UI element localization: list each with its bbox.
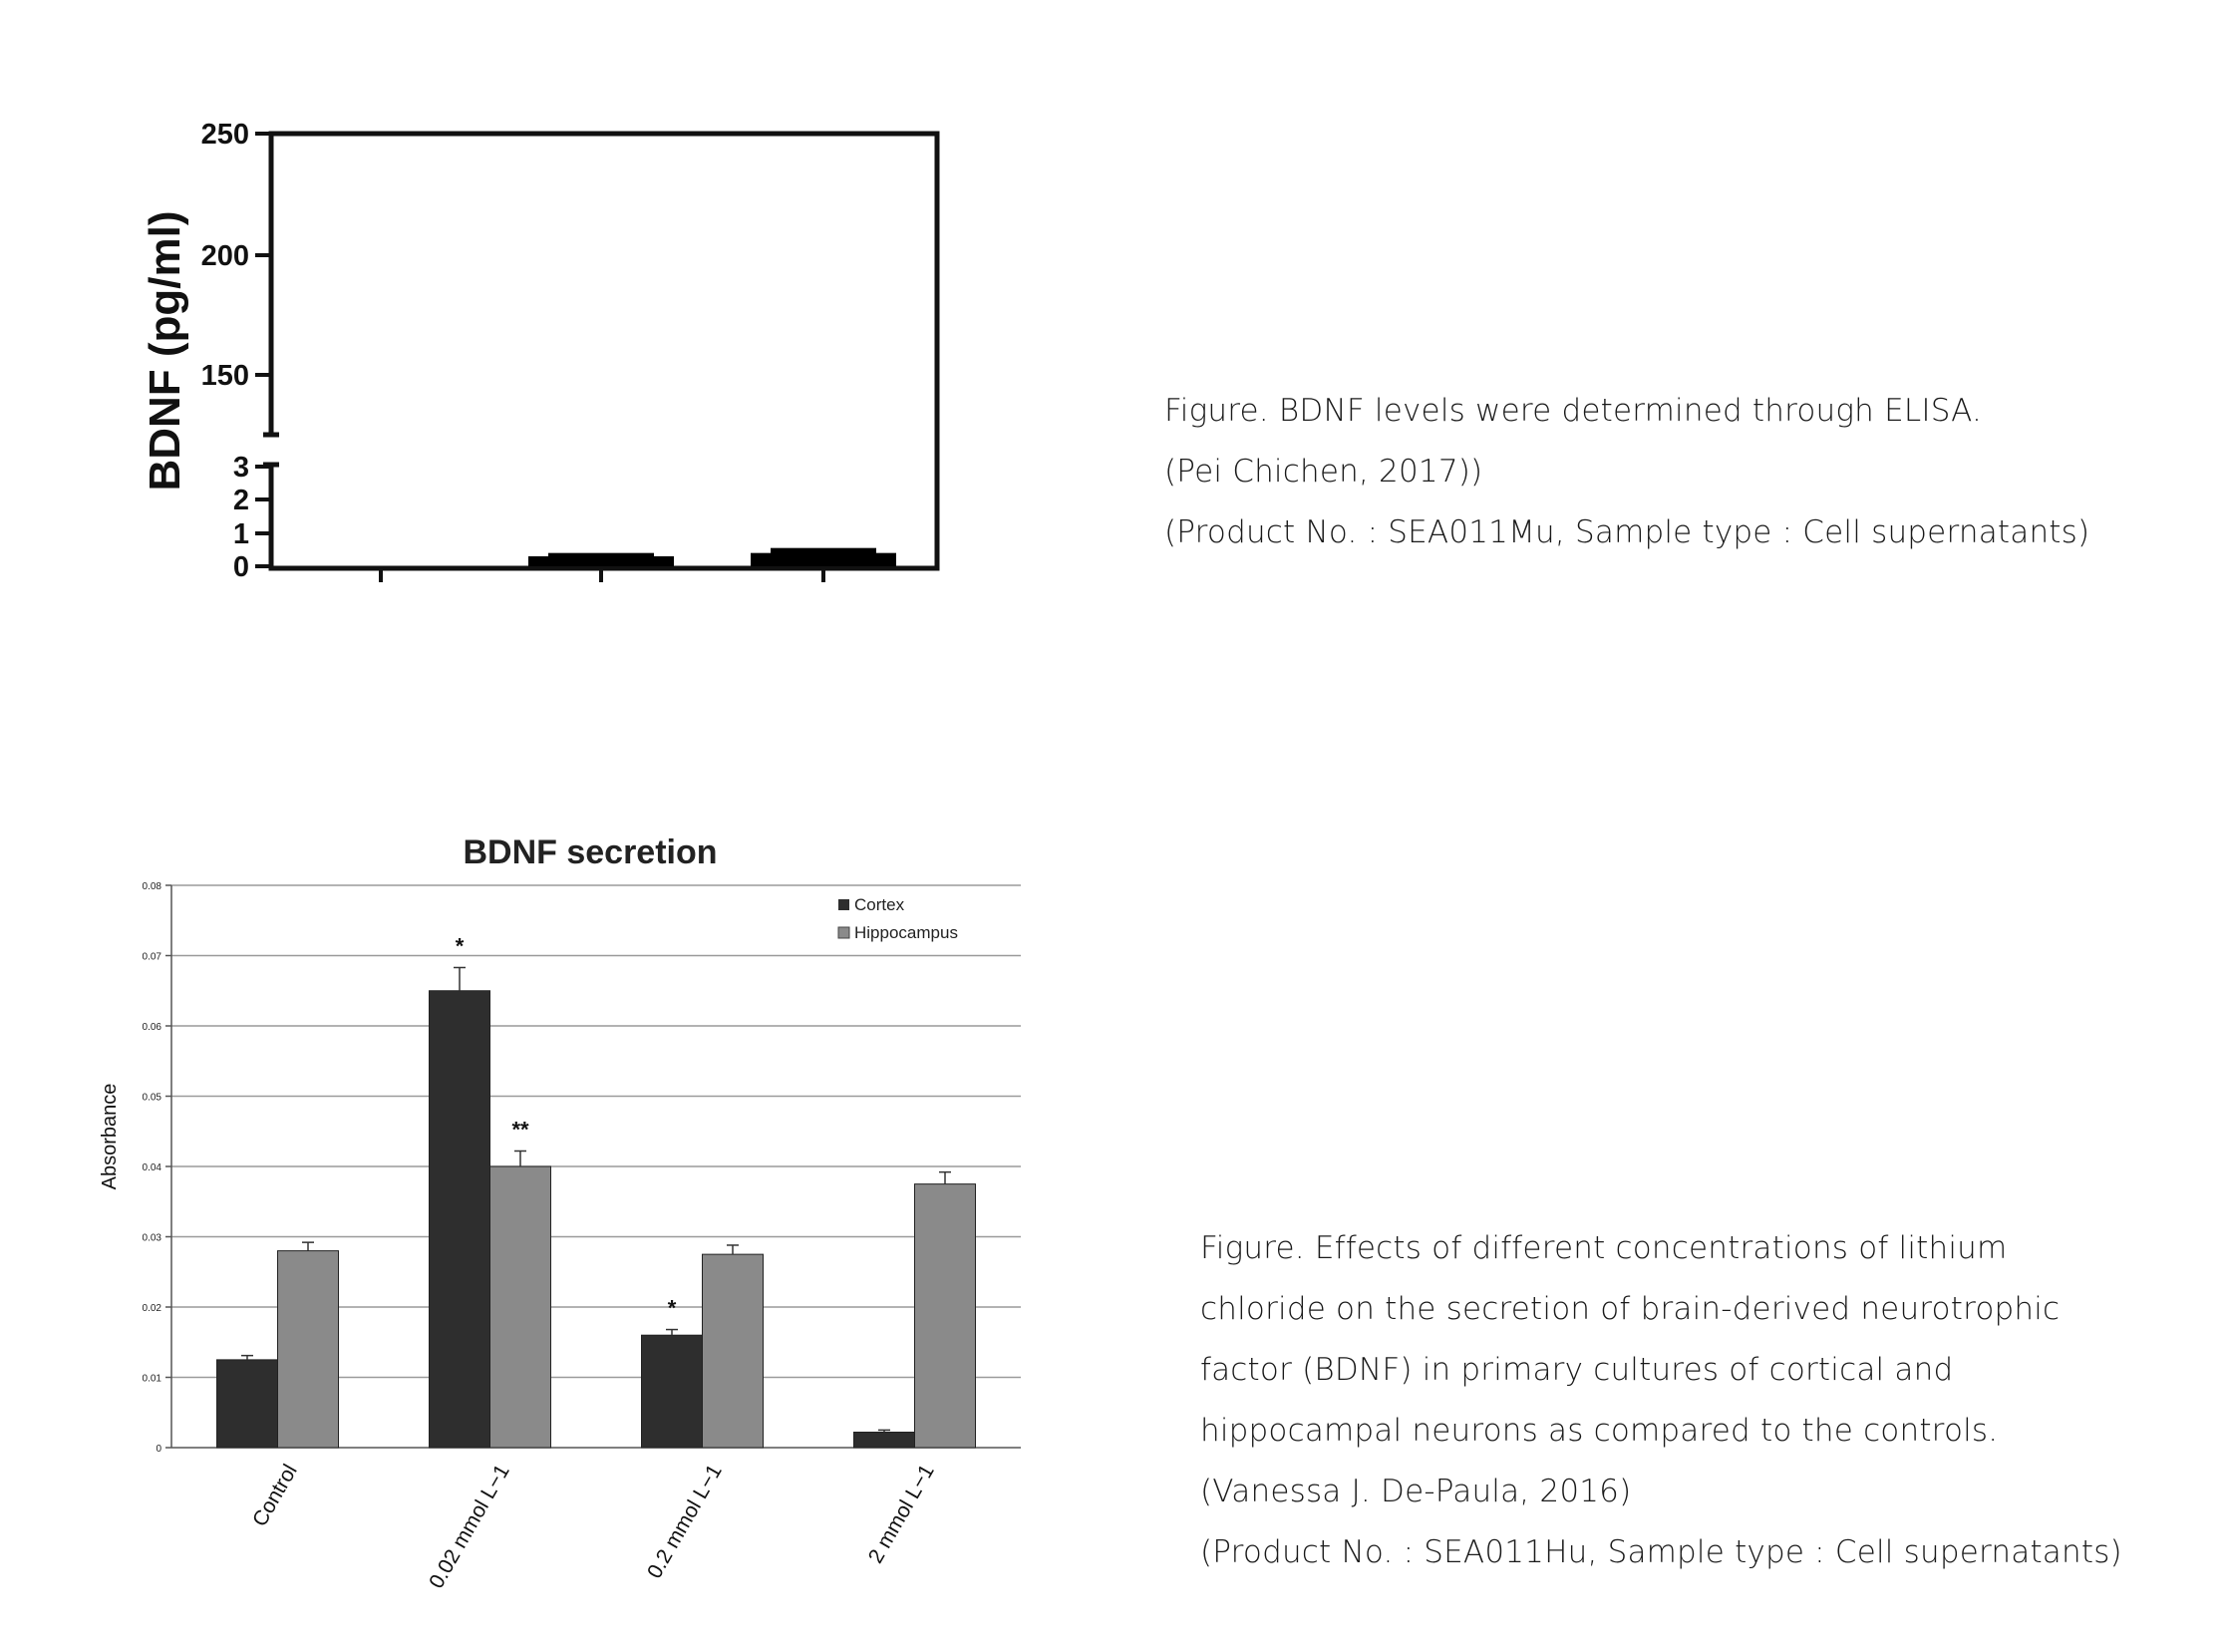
top-tick-150: 150 [200,360,249,392]
bottom-figure [0,798,1097,1648]
top-tick-3: 3 [232,452,249,484]
xtick-label-4: 2 mmol L−1 [863,1461,939,1568]
bottom-caption [1200,1218,2122,1583]
bar-hippocampus-2 [490,1166,551,1448]
significance-hippocampus-2: ** [511,1117,529,1143]
legend-label-hippocampus: Hippocampus [854,923,958,942]
ytick-label-6: 0.06 [142,1022,161,1033]
xtick-label-1: Control [248,1461,302,1531]
bar-cortex-4 [854,1432,915,1448]
top-caption-line-3: (Product No. : SEA011Mu, Sample type : Cell supernatants) [1164,514,2090,550]
bottom-caption-line-3: factor (BDNF) in primary cultures of cortical and [1200,1352,1954,1388]
bottom-bars [217,933,976,1448]
bottom-y-ticks [143,881,171,1455]
bottom-caption-line-5: (Vanessa J. De-Paula, 2016) [1200,1474,1632,1509]
bottom-caption-line-1: Figure. Effects of different concentrations of lithium [1200,1230,2008,1266]
bar-hippocampus-4 [915,1184,976,1448]
top-tick-250: 250 [200,119,249,151]
ytick-label-2: 0.02 [142,1303,161,1314]
top-tick-200: 200 [200,240,249,272]
top-figure [0,0,1097,618]
ytick-label-0: 0 [156,1444,161,1455]
top-upper-ticks [201,119,271,392]
ytick-label-7: 0.07 [142,951,161,963]
xtick-label-3: 0.2 mmol L−1 [642,1461,727,1583]
bar-cortex-1 [217,1360,278,1448]
significance-cortex-2: * [455,933,465,959]
top-caption-line-2: (Pei Chichen, 2017)) [1164,454,1483,490]
top-caption [1164,381,2089,563]
top-plot-frame [271,134,937,568]
bottom-caption-line-4: hippocampal neurons as compared to the controls. [1200,1413,1999,1449]
top-tick-2: 2 [232,485,249,516]
legend-swatch-hippocampus [838,927,849,938]
ytick-label-8: 0.08 [142,881,161,892]
bottom-chart [0,798,1097,1648]
top-error-bar-2 [548,553,654,558]
bottom-y-axis-label: Absorbance [99,1083,121,1190]
ytick-label-5: 0.05 [142,1092,161,1104]
bottom-caption-line-6: (Product No. : SEA011Hu, Sample type : Cell supernatants) [1200,1534,2122,1570]
bar-hippocampus-1 [278,1251,339,1448]
bottom-legend [838,895,958,942]
significance-cortex-3: * [667,1295,677,1321]
top-bars [528,548,896,566]
legend-label-cortex: Cortex [854,895,905,914]
top-tick-0: 0 [232,551,249,583]
bottom-caption-line-2: chloride on the secretion of brain-derived neurotrophic [1200,1291,2061,1327]
ytick-label-3: 0.03 [142,1232,161,1244]
bar-cortex-2 [430,991,490,1448]
bar-hippocampus-3 [703,1254,764,1448]
bar-cortex-3 [642,1335,703,1448]
bottom-x-labels [248,1461,939,1592]
top-y-axis-label: BDNF (pg/ml) [141,210,189,492]
top-error-bar-3 [771,548,876,555]
top-caption-line-1: Figure. BDNF levels were determined through ELISA. [1164,393,1983,429]
ytick-label-1: 0.01 [142,1373,161,1385]
ytick-label-4: 0.04 [142,1162,161,1173]
xtick-label-2: 0.02 mmol L−1 [425,1461,514,1593]
top-lower-ticks [233,452,271,583]
legend-swatch-cortex [838,899,849,910]
top-tick-1: 1 [232,518,249,550]
bottom-chart-title: BDNF secretion [463,833,718,871]
top-chart [0,0,1097,618]
